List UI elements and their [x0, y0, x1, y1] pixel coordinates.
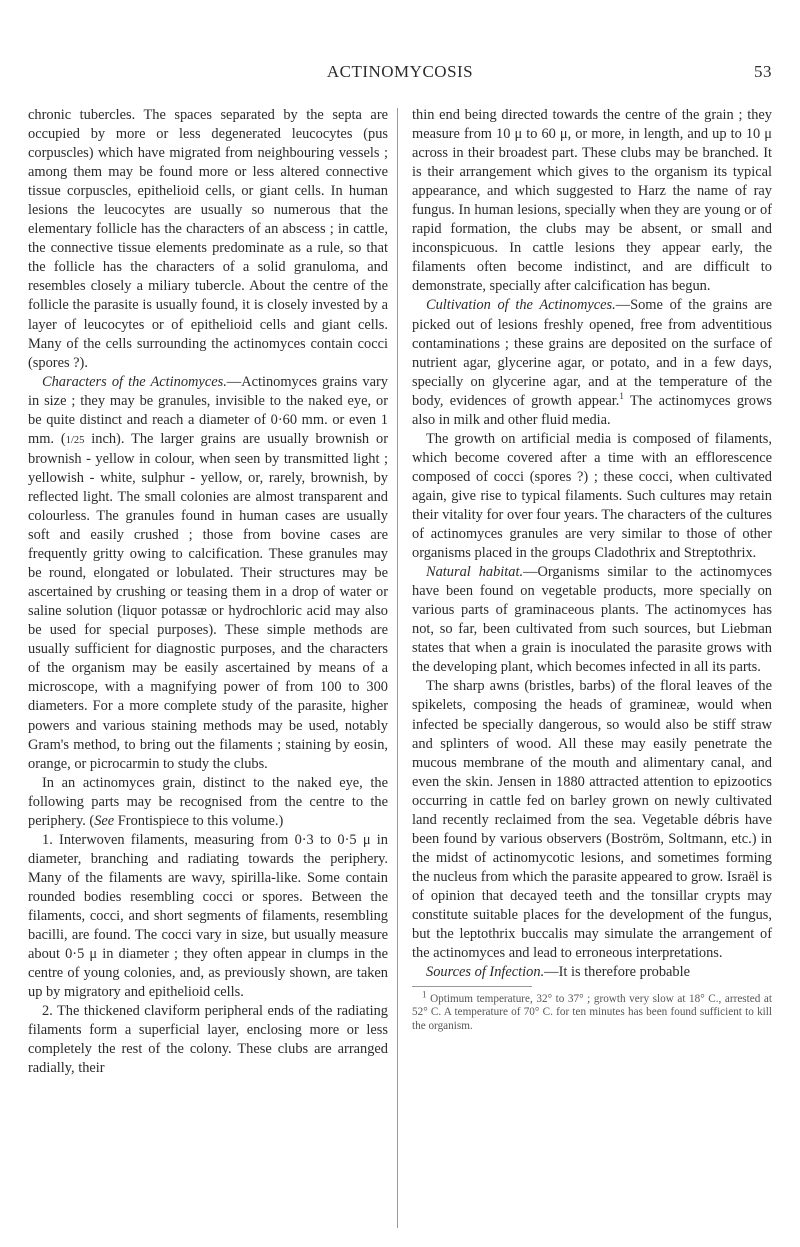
footnote-text: Optimum temperature, 32° to 37° ; growth very slow at 18° C., arrested at 52° C. A temperature of 70° C. for ten minutes has been found sufficient to kill the organism.	[412, 993, 772, 1032]
cross-reference: See	[94, 812, 115, 829]
left-column	[28, 106, 388, 1078]
paragraph	[412, 563, 772, 677]
paragraph	[412, 296, 772, 429]
fraction: 1/25	[65, 434, 85, 446]
paragraph-text: —Organisms similar to the actinomyces have been found on vegetable products, more specially on various parts of graminaceous plants. The actinomyces has not, so far, been cultivated from such sources, but Liebman states that when a grain is inoculated the parasite grows with the developing plant, which becomes infected in all its parts.	[412, 564, 772, 676]
paragraph	[28, 774, 388, 831]
paragraph: The sharp awns (bristles, barbs) of the floral leaves of the spikelets, composing the heads of gramineæ, would when infected be specially dangerous, so would also be stiff straw and splinters of wood. All these may easily penetrate the mucous membrane of the mouth and alimentary canal, and even the skin. Jensen in 1880 attracted attention to epizootics occurring in cattle fed on barley grown on newly cultivated land recently reclaimed from the sea. Vegetable débris have been found by various observers (Boström, Soltmann, etc.) in the midst of actinomycotic lesions, and sometimes forming the nucleus from which the parasite appeared to grow. Israël is of opinion that decayed teeth and the tonsillar crypts may constitute suitable places for the development of the fungus, but the leptothrix buccalis may simulate the arrangement of the actinomyces and lead to erroneous interpretations.	[412, 678, 772, 962]
column-divider	[397, 108, 398, 1228]
paragraph	[412, 963, 772, 982]
paragraph-text: inch). The larger grains are usually brownish or brownish - yellow in colour, when seen by transmitted light ; yellowish - white, sulphur - yellow, or, rarely, brownish, by reflected light. The small colonies are almost transparent and colourless. The granules found in human cases are usually soft and easily crushed ; those from bovine cases are frequently gritty owing to calcification. These granules may be round, elongated or lobulated. Their structures may be ascertained by crushing or teasing them in a drop of water or saline solution (liquor potassæ or hydrochloric acid may also be used for special purposes). These simple methods are usually sufficient for diagnostic purposes, and the characters of the organism may be easily ascertained by means of a microscope, with a magnifying power of from 100 to 300 diameters. For a more complete study of the parasite, higher powers and various staining methods may be used, notably Gram's method, to bring out the filaments ; staining by eosin, orange, or picrocarmin to study the clubs.	[28, 430, 388, 772]
paragraph: thin end being directed towards the centre of the grain ; they measure from 10 μ to 60 μ, or more, in length, and up to 10 μ across in their broadest part. These clubs may be branched. It is their arrangement which gives to the organism its typical appearance, and which suggested to Harz the name of ray fungus. In human lesions, specially when they are young or of rapid formation, the clubs may be absent, or small and inconspicuous. In cattle lesions they appear early, the filaments often become indistinct, and are difficult to demonstrate, specially after calcification has begun.	[412, 107, 772, 295]
footnote-marker: 1	[619, 390, 624, 401]
footnote-rule	[412, 986, 532, 987]
paragraph-text: The actinomyces grows also in milk and other fluid media.	[412, 392, 772, 428]
paragraph: 2. The thickened claviform peripheral ends of the radiating filaments form a superficial layer, enclosing more or less completely the rest of the colony. These clubs are arranged radially, their	[28, 1003, 388, 1077]
footnote	[412, 989, 772, 1033]
right-column	[412, 106, 772, 1033]
paragraph-text: —Some of the grains are picked out of lesions freshly opened, free from adventitious contaminations ; these grains are deposited on the surface of nutrient agar, glycerine agar, or potato, and in a few days, specially on glycerine agar, and at the temperature of the body, evidences of growth appear.	[412, 297, 772, 409]
section-heading: Sources of Infection.	[426, 964, 545, 981]
paragraph-text: —Actinomyces grains vary in size ; they may be granules, invisible to the naked eye, or be quite distinct and reach a diameter of 0·60 mm. or even 1 mm. (	[28, 373, 388, 447]
section-heading: Natural habitat.	[426, 564, 524, 581]
section-heading: Characters of the Actinomyces.	[42, 373, 227, 390]
paragraph	[28, 373, 388, 774]
paragraph: The growth on artificial media is composed of filaments, which become covered after a time with an efflorescence composed of cocci (spores ?) ; these cocci, when cultivated again, give rise to typical filaments. Such cultures may retain their vitality for over four years. The characters of the cultures of actinomyces granules are very similar to those of other organisms placed in the groups Cladothrix and Streptothrix.	[412, 430, 772, 562]
page-number: 53	[754, 62, 772, 81]
running-title: ACTINOMYCOSIS	[326, 62, 474, 81]
paragraph: 1. Interwoven filaments, measuring from 0·3 to 0·5 μ in diameter, branching and radiating towards the periphery. Many of the filaments are wavy, spirilla-like. Some contain rounded bodies resembling cocci or spores. Between the filaments, cocci, and short segments of filaments, resembling bacilli, are found. The cocci vary in size, but usually measure about 0·5 μ in diameter ; they often appear in clumps in the centre of young colonies, and, as previously shown, are taken up by migratory and epithelioid cells.	[28, 831, 388, 1001]
running-header	[28, 62, 772, 86]
paragraph-text: In an actinomyces grain, distinct to the naked eye, the following parts may be recognised from the centre to the periphery. (	[28, 774, 388, 829]
paragraph-text: —It is therefore probable	[544, 964, 691, 981]
footnote-number: 1	[422, 989, 427, 1000]
paragraph: chronic tubercles. The spaces separated by the septa are occupied by more or less degenerated leucocytes (pus corpuscles) which have migrated from neighbouring vessels ; among them may be found more or less altered connective tissue corpuscles, epithelioid cells, or giant cells. In human lesions the leucocytes are usually so numerous that the elementary follicle has the characters of an abscess ; in cattle, the connective tissue elements predominate as a rule, so that the follicle has the characters of a solid granuloma, and resembles closely a miliary tubercle. About the centre of the follicle the parasite is usually found, it is closely invested by a layer of leucocytes or of epithelioid cells and giant cells. Many of the cells surrounding the actinomyces contain cocci (spores ?).	[28, 107, 388, 371]
paragraph-text: Frontispiece to this volume.)	[114, 812, 284, 829]
section-heading: Cultivation of the Actinomyces.	[426, 297, 616, 314]
